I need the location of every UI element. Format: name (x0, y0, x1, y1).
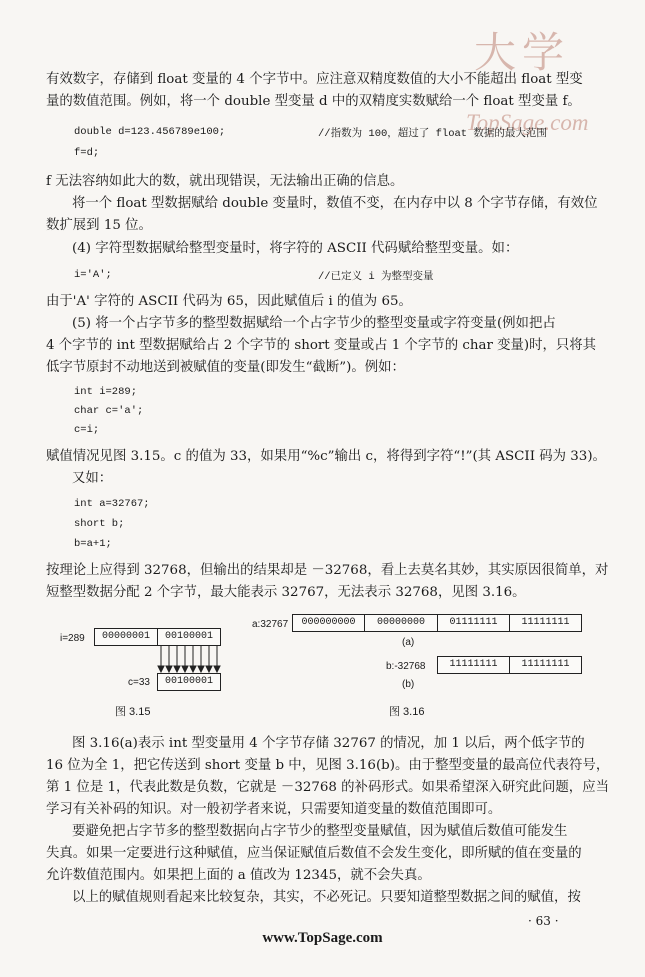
figure-caption: 图 3.15 (115, 706, 151, 718)
text-line: f 无法容纳如此大的数，就出现错误，无法输出正确的信息。 (46, 174, 404, 189)
byte-box: 00100001 (157, 628, 221, 646)
label-b: b:-32768 (386, 661, 426, 672)
text-line: 将一个 float 型数据赋给 double 变量时，数值不变，在内存中以 8 个字节存储，有效位 (72, 196, 598, 211)
byte-box: 00000000 (364, 614, 438, 632)
label-a: a:32767 (252, 619, 289, 630)
text-line: 赋值情况见图 3.15。c 的值为 33，如果用“%c”输出 c，将得到字符“!”(其 ASCII 码为 33)。 (46, 449, 606, 464)
text-line: 失真。如果一定要进行这种赋值，应当保证赋值后数值不会发生变化，即所赋的值在变量的 (46, 846, 582, 861)
subfigure-label: (a) (402, 637, 415, 648)
code-line: double d=123.456789e100; (74, 126, 226, 138)
text-line: 有效数字，存储到 float 变量的 4 个字节中。应注意双精度数值的大小不能超出 float 型变 (46, 72, 583, 87)
text-line: 图 3.16(a)表示 int 型变量用 4 个字节存储 32767 的情况，加 1 以后，两个低字节的 (72, 736, 585, 751)
byte-box: 00100001 (157, 673, 221, 691)
code-line: f=d; (74, 147, 100, 159)
text-line: 16 位为全 1，把它传送到 short 变量 b 中，见图 3.16(b)。由于整型变量的最高位代表符号， (46, 758, 610, 773)
footer-url: www.TopSage.com (262, 930, 383, 946)
byte-box: 11111111 (509, 656, 582, 674)
text-line: 4 个字节的 int 型数据赋给占 2 个字节的 short 变量或占 1 个字节的 char 变量)时，只将其 (46, 338, 597, 353)
code-line: i='A'; (74, 269, 112, 281)
code-comment: //指数为 100，超过了 float 数据的最大范围 (318, 128, 547, 140)
text-line: 短整型数据分配 2 个字节，最大能表示 32767，无法表示 32768，见图 3.16。 (46, 585, 526, 600)
text-line: 第 1 位是 1，代表此数是负数，它就是 －32768 的补码形式。如果希望深入研究此问题，应当 (46, 780, 609, 795)
code-line: c=i; (74, 424, 100, 436)
label-i: i=289 (60, 633, 85, 644)
text-line: 量的数值范围。例如，将一个 double 型变量 d 中的双精度实数赋给一个 float 型变量 f。 (46, 94, 581, 109)
code-line: int i=289; (74, 386, 138, 398)
label-c: c=33 (128, 677, 150, 688)
page-number: · 63 · (528, 914, 559, 928)
code-line: b=a+1; (74, 538, 112, 550)
text-line: 又如： (72, 471, 113, 486)
text-line: (4) 字符型数据赋给整型变量时，将字符的 ASCII 代码赋给整型变量。如： (72, 241, 519, 256)
byte-box: 00000001 (94, 628, 158, 646)
text-line: (5) 将一个占字节多的整型数据赋给一个占字节少的整型变量或字符变量(例如把占 (72, 316, 556, 331)
byte-box: 11111111 (509, 614, 582, 632)
text-line: 学习有关补码的知识。对一般初学者来说，只需要知道变量的数值范围即可。 (46, 802, 502, 817)
text-line: 数扩展到 15 位。 (46, 218, 152, 233)
code-line: int a=32767; (74, 498, 150, 510)
code-line: short b; (74, 518, 125, 530)
text-line: 按理论上应得到 32768，但输出的结果却是 －32768，看上去莫名其妙，其实原因很简单，对 (46, 563, 609, 578)
byte-box: 01111111 (437, 614, 510, 632)
text-line: 由于'A' 字符的 ASCII 代码为 65，因此赋值后 i 的值为 65。 (46, 294, 412, 309)
code-comment: //已定义 i 为整型变量 (318, 271, 434, 283)
text-line: 允许数值范围内。如果把上面的 a 值改为 12345，就不会失真。 (46, 868, 431, 883)
byte-box: 11111111 (437, 656, 510, 674)
watermark-site: TopSage.com (466, 110, 589, 135)
text-line: 要避免把占字节多的整型数据向占字节少的整型变量赋值，因为赋值后数值可能发生 (72, 824, 568, 839)
subfigure-label: (b) (402, 679, 415, 690)
figure-caption: 图 3.16 (389, 706, 425, 718)
transfer-arrows (155, 646, 225, 674)
watermark-logo: 大学 (474, 28, 571, 77)
text-line: 低字节原封不动地送到被赋值的变量(即发生“截断”)。例如： (46, 360, 405, 375)
text-line: 以上的赋值规则看起来比较复杂，其实，不必死记。只要知道整型数据之间的赋值，按 (72, 890, 581, 905)
code-line: char c='a'; (74, 405, 144, 417)
byte-box: 000000000 (292, 614, 365, 632)
